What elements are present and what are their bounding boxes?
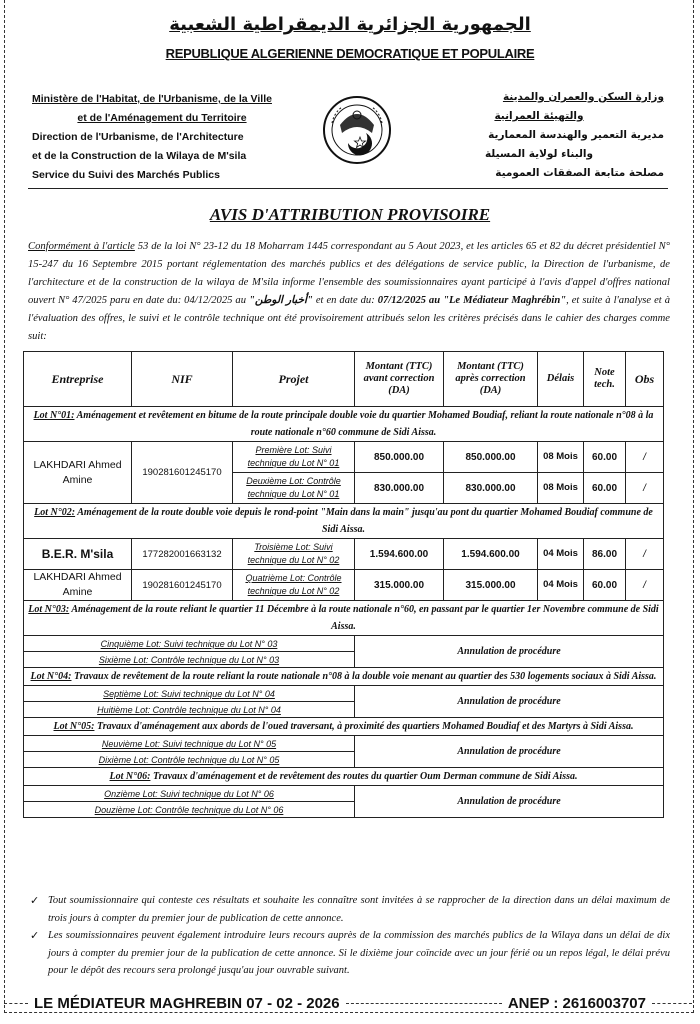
- lot-label: Lot N°06:: [109, 771, 151, 782]
- cancellation-status: Annulation de procédure: [355, 686, 664, 718]
- cell-nif: 190281601245170: [132, 442, 233, 504]
- newspaper-arabic: "أخبار الوطن": [248, 295, 313, 306]
- cell-entreprise: LAKHDARI Ahmed Amine: [24, 442, 132, 504]
- sublot-row: [24, 786, 664, 802]
- cell-montant-apres: 1.594.600.00: [444, 539, 538, 570]
- cell-projet: Première Lot: Suivi technique du Lot N° 01: [233, 442, 355, 473]
- attribution-table: [23, 351, 664, 818]
- cell-obs: /: [626, 473, 664, 504]
- col-header-projet: Projet: [233, 352, 355, 407]
- sublot-row: [24, 736, 664, 752]
- lot-header-row: [24, 601, 664, 636]
- direction-line-ar: والبناء لولاية المسيلة: [484, 148, 594, 160]
- lot-label: Lot N°04:: [30, 671, 72, 682]
- cell-note: 60.00: [584, 442, 626, 473]
- lot-desc: Aménagement de la route double voie depuis le rond-point "Main dans la main" jusqu'au pont du quartier Mohamed Boudiaf commune de Sidi Aissa.: [75, 507, 653, 535]
- lot-description: [24, 504, 664, 539]
- cell-montant-avant: 850.000.00: [355, 442, 444, 473]
- sublot-cell: Onzième Lot: Suivi technique du Lot N° 06: [24, 786, 355, 802]
- note-text: Les soumissionnaires peuvent également introduire leurs recours auprès de la commission des marchés publics de la Wilaya dans un délai de dix jours à compter du premier jour de la publication de cette annonce. Si le dixième jour coïncide avec un jour férié ou un repos légal, le délai prévu pour le dépôt des recours sera prolongé jusqu'au jour ouvrable suivant.: [48, 930, 670, 976]
- sublot-cell: Huitième Lot: Contrôle technique du Lot N° 04: [24, 702, 355, 718]
- lot-desc: Travaux d'aménagement et de revêtement des routes du quartier Oum Derman commune de Sidi Aissa.: [150, 771, 578, 782]
- intro-lead: Conformément à l'article: [28, 241, 135, 252]
- direction-line: Direction de l'Urbanisme, de l'Architecture: [32, 131, 244, 143]
- intro-text: 53 de la loi N° 23-12 du 18 Moharram 1445 correspondant au 5 Aout 2023, et les articles 65 et 82 du décret présidentiel N° 15-247 du 16 Septembre 2015 portant réglementation des marchés publics et des délégations de service public, la Direction de l'urbanisme, de l'architecture et de la construction de la wilaya de M'sila informe l'ensemble des soumissionnaires ayant participé à l'avis d'appel d'offres national ouvert N° 47/2025 paru en date du: 04/12/2025 au: [28, 241, 670, 306]
- cell-note: 60.00: [584, 570, 626, 601]
- footer-dash: [652, 1003, 692, 1004]
- cell-obs: /: [626, 539, 664, 570]
- cell-delais: 04 Mois: [538, 539, 584, 570]
- table-row: [24, 539, 664, 570]
- col-header-obs: Obs: [626, 352, 664, 407]
- sublot-cell: Dixième Lot: Contrôle technique du Lot N° 05: [24, 752, 355, 768]
- lot-label: Lot N°05:: [53, 721, 95, 732]
- checkmark-icon: ✓: [30, 894, 40, 907]
- lot-header-row: [24, 718, 664, 736]
- sublot-cell: Septième Lot: Suivi technique du Lot N° 04: [24, 686, 355, 702]
- cell-obs: /: [626, 570, 664, 601]
- lot-label: Lot N°01:: [33, 410, 75, 421]
- cell-montant-avant: 1.594.600.00: [355, 539, 444, 570]
- cancellation-status: Annulation de procédure: [355, 786, 664, 818]
- notes-list: [30, 892, 670, 980]
- cell-entreprise: B.E.R. M'sila: [24, 539, 132, 570]
- republic-title-french: REPUBLIQUE ALGERIENNE DEMOCRATIQUE ET POPULAIRE: [165, 46, 535, 61]
- anep-reference: ANEP : 2616003707: [507, 994, 646, 1012]
- note-item: [30, 927, 670, 980]
- publication-info: LE MÉDIATEUR MAGHREBIN 07 - 02 - 2026: [34, 994, 340, 1012]
- ministry-line-ar: والتهيئة العمرانية: [494, 110, 584, 122]
- cell-montant-apres: 315.000.00: [444, 570, 538, 601]
- service-line: Service du Suivi des Marchés Publics: [32, 169, 220, 181]
- sublot-cell: Neuvième Lot: Suivi technique du Lot N° 05: [24, 736, 355, 752]
- lot-header-row: [24, 768, 664, 786]
- footer-dash: [346, 1003, 502, 1004]
- notice-title: AVIS D'ATTRIBUTION PROVISOIRE: [209, 205, 491, 224]
- lot-label: Lot N°03:: [28, 604, 70, 615]
- sublot-cell: Sixième Lot: Contrôle technique du Lot N° 03: [24, 652, 355, 668]
- col-header-nif: NIF: [132, 352, 233, 407]
- col-header-delais: Délais: [538, 352, 584, 407]
- cell-nif: 190281601245170: [132, 570, 233, 601]
- lot-description: [24, 407, 664, 442]
- lot-desc: Travaux de revêtement de la route reliant la route nationale n°08 à la double voie menant au quartier des 530 logements sociaux à Sidi Aissa.: [71, 671, 657, 682]
- direction-line: et de la Construction de la Wilaya de M'sila: [32, 150, 247, 162]
- cell-note: 86.00: [584, 539, 626, 570]
- lot-label: Lot N°02:: [34, 507, 76, 518]
- republic-title-arabic: الجمهورية الجزائرية الديمقراطية الشعبية: [169, 14, 531, 35]
- table-row: [24, 570, 664, 601]
- service-line-ar: مصلحة متابعة الصفقات العمومية: [495, 167, 664, 179]
- sublot-row: [24, 686, 664, 702]
- cell-nif: 177282001663132: [132, 539, 233, 570]
- cancellation-status: Annulation de procédure: [355, 736, 664, 768]
- ministry-block-arabic: [414, 88, 664, 183]
- intro-paragraph: [28, 238, 670, 346]
- lot-header-row: [24, 668, 664, 686]
- footer-bar: [4, 992, 692, 1014]
- cancellation-status: Annulation de procédure: [355, 636, 664, 668]
- lot-desc: Travaux d'aménagement aux abords de l'oued traversant, à proximité des quartiers Mohamed Boudiaf et des Martyrs à Sidi Aissa.: [94, 721, 634, 732]
- table-header-row: [24, 352, 664, 407]
- table-row: [24, 442, 664, 473]
- lot-desc: Aménagement de la route reliant le quartier 11 Décembre à la route nationale n°60, en passant par le quartier 1er Novembre commune de Sidi Aissa.: [69, 604, 659, 632]
- cell-obs: /: [626, 442, 664, 473]
- lot-description: [24, 768, 664, 786]
- col-header-entreprise: Entreprise: [24, 352, 132, 407]
- ministry-line: et de l'Aménagement du Territoire: [77, 112, 247, 124]
- direction-line-ar: مديرية التعمير والهندسة المعمارية: [488, 129, 664, 141]
- note-text: Tout soumissionnaire qui conteste ces résultats et souhaite les connaître sont invitées à se rapprocher de la direction dans un délai maximum de trois jours à compter du premier jour de publication de cette annonce.: [48, 895, 670, 924]
- lot-desc: Aménagement et revêtement en bitume de la route principale double voie du quartier Mohamed Boudiaf, reliant la route nationale n°08 à la route nationale n°60 commune de Sidi Aissa.: [74, 410, 654, 438]
- algeria-state-emblem-icon: [322, 95, 392, 165]
- cell-projet: Troisième Lot: Suivi technique du Lot N° 02: [233, 539, 355, 570]
- lot-description: [24, 601, 664, 636]
- cell-delais: 08 Mois: [538, 442, 584, 473]
- col-header-note: Note tech.: [584, 352, 626, 407]
- ministry-block-french: [32, 90, 292, 185]
- cell-montant-avant: 830.000.00: [355, 473, 444, 504]
- ministry-line: Ministère de l'Habitat, de l'Urbanisme, de la Ville: [32, 93, 272, 105]
- col-header-montant-apres: Montant (TTC) après correction (DA): [444, 352, 538, 407]
- cell-projet: Quatrième Lot: Contrôle technique du Lot N° 02: [233, 570, 355, 601]
- footer-dash: [4, 1003, 28, 1004]
- intro-text: , et suite à l'analyse et à l'évaluation des offres, le suivi et le contrôle technique ont été provisoirement attribués selon les critères précisés dans le cahier des charges comme suit:: [28, 295, 670, 342]
- second-publication: 07/12/2025 au "Le Médiateur Maghrébin": [377, 295, 567, 306]
- checkmark-icon: ✓: [30, 929, 40, 942]
- cell-entreprise: LAKHDARI Ahmed Amine: [24, 570, 132, 601]
- lot-description: [24, 718, 664, 736]
- note-item: [30, 892, 670, 927]
- sublot-row: [24, 636, 664, 652]
- lot-header-row: [24, 504, 664, 539]
- cell-note: 60.00: [584, 473, 626, 504]
- ministry-line-ar: وزارة السكن والعمران والمدينة: [502, 91, 664, 103]
- cell-delais: 04 Mois: [538, 570, 584, 601]
- lot-description: [24, 668, 664, 686]
- header-divider: [28, 188, 668, 189]
- col-header-montant-avant: Montant (TTC) avant correction (DA): [355, 352, 444, 407]
- intro-text: et en date du:: [312, 295, 378, 306]
- cell-projet: Deuxième Lot: Contrôle technique du Lot N° 01: [233, 473, 355, 504]
- cell-montant-apres: 830.000.00: [444, 473, 538, 504]
- cell-montant-avant: 315.000.00: [355, 570, 444, 601]
- sublot-cell: Douzième Lot: Contrôle technique du Lot N° 06: [24, 802, 355, 818]
- cell-delais: 08 Mois: [538, 473, 584, 504]
- cell-montant-apres: 850.000.00: [444, 442, 538, 473]
- sublot-cell: Cinquième Lot: Suivi technique du Lot N° 03: [24, 636, 355, 652]
- lot-header-row: [24, 407, 664, 442]
